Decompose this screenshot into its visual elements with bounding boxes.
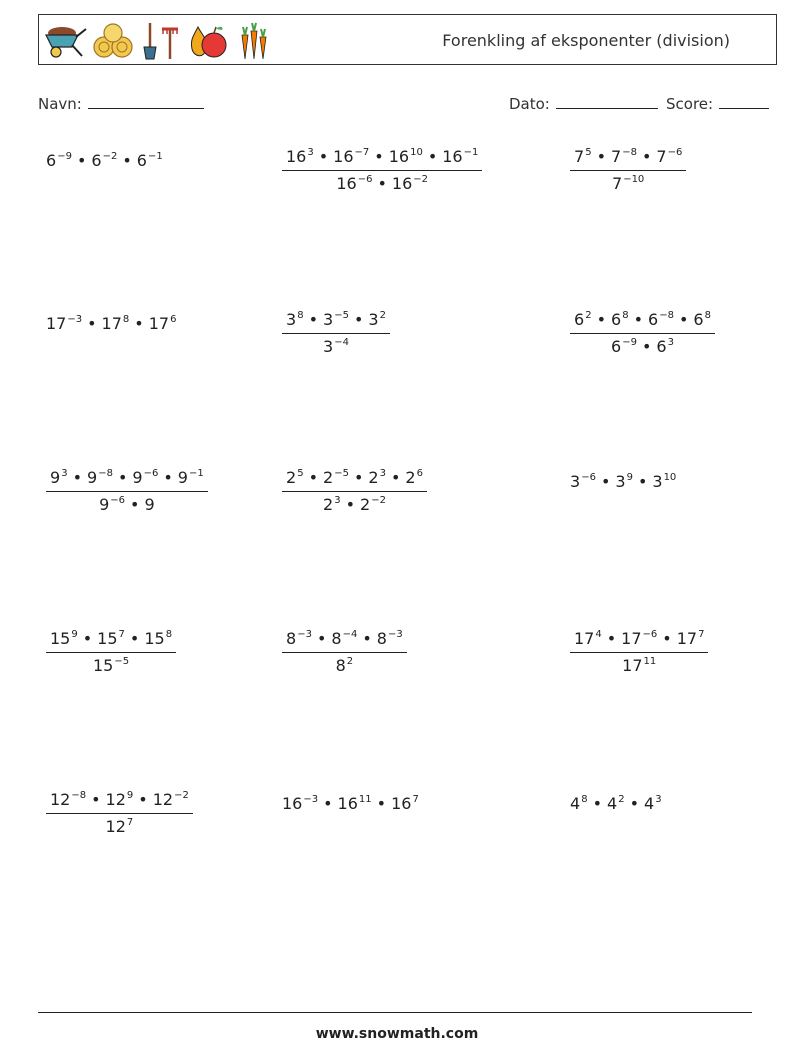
exponent: −6 <box>143 468 159 479</box>
base: 6 <box>91 151 102 170</box>
denominator <box>282 653 407 677</box>
base: 6 <box>611 310 622 329</box>
multiply-dot: • <box>596 310 606 329</box>
fraction <box>46 789 193 838</box>
fraction <box>282 309 390 358</box>
multiply-dot: • <box>82 629 93 648</box>
fraction <box>282 628 407 677</box>
fruits-icon <box>186 21 230 61</box>
exponent: 11 <box>358 794 372 805</box>
exponent: −8 <box>622 147 637 158</box>
base: 2 <box>323 468 334 487</box>
power-term <box>677 629 705 648</box>
denominator <box>46 492 208 516</box>
power-term <box>392 174 428 193</box>
base: 6 <box>648 310 659 329</box>
base: 6 <box>46 151 57 170</box>
exponent: −3 <box>303 794 319 805</box>
power-term <box>99 495 125 514</box>
base: 9 <box>50 468 61 487</box>
denominator <box>570 334 715 358</box>
exponent: −8 <box>71 790 87 801</box>
power-term <box>282 794 318 813</box>
numerator <box>46 467 208 492</box>
multiply-dot: • <box>427 147 438 166</box>
exponent: −5 <box>114 656 130 667</box>
worksheet-header <box>38 14 777 65</box>
exponent: 4 <box>595 629 602 640</box>
problem-5 <box>282 309 390 358</box>
score-blank[interactable] <box>719 92 769 109</box>
base: 3 <box>286 310 297 329</box>
problem-2 <box>282 146 482 195</box>
denominator <box>282 334 390 358</box>
fraction <box>570 146 686 195</box>
base: 17 <box>148 314 170 333</box>
multiply-dot: • <box>376 794 387 813</box>
base: 7 <box>574 147 585 166</box>
fraction <box>282 146 482 195</box>
power-term <box>137 151 163 170</box>
exponent: 8 <box>704 310 711 321</box>
multiply-dot: • <box>377 174 387 193</box>
problem-10 <box>46 628 176 677</box>
power-term <box>391 794 419 813</box>
worksheet-title: Forenkling af eksponenter (division) <box>442 31 730 50</box>
power-term <box>574 310 592 329</box>
power-term <box>338 794 372 813</box>
base: 16 <box>286 147 307 166</box>
exponent: −3 <box>67 314 83 325</box>
power-term <box>652 472 676 491</box>
multiply-dot: • <box>163 468 173 487</box>
base: 17 <box>676 629 698 648</box>
multiply-dot: • <box>606 629 617 648</box>
base: 16 <box>391 174 413 193</box>
power-term <box>50 629 78 648</box>
multiply-dot: • <box>122 151 132 170</box>
base: 9 <box>87 468 98 487</box>
fraction <box>46 467 208 516</box>
power-term <box>323 310 349 329</box>
power-term <box>102 314 130 333</box>
exponent: −8 <box>659 310 674 321</box>
power-term <box>570 472 596 491</box>
base: 16 <box>282 794 303 813</box>
base: 7 <box>612 174 623 193</box>
exponent: 3 <box>334 495 341 506</box>
power-term <box>46 314 82 333</box>
exponent: 8 <box>165 629 173 640</box>
problem-6 <box>570 309 715 358</box>
power-term <box>389 147 423 166</box>
multiply-dot: • <box>633 310 643 329</box>
base: 8 <box>335 656 346 675</box>
multiply-dot: • <box>308 468 318 487</box>
numerator <box>46 789 193 814</box>
base: 16 <box>336 174 357 193</box>
exponent: 2 <box>379 310 386 321</box>
exponent: 2 <box>346 656 354 667</box>
base: 9 <box>132 468 143 487</box>
exponent: −2 <box>371 495 386 506</box>
base: 7 <box>611 147 622 166</box>
exponent: −9 <box>57 151 72 162</box>
exponent: 3 <box>379 468 386 479</box>
base: 12 <box>105 790 126 809</box>
problem-12 <box>570 628 708 677</box>
power-term <box>656 337 674 356</box>
exponent: −3 <box>297 629 312 640</box>
power-term <box>405 468 423 487</box>
denominator <box>570 171 686 195</box>
exponent: 9 <box>126 790 134 801</box>
power-term <box>149 314 177 333</box>
multiply-dot: • <box>138 790 148 809</box>
multiply-dot: • <box>76 151 87 170</box>
denominator <box>46 653 176 677</box>
power-term <box>611 310 629 329</box>
base: 6 <box>136 151 147 170</box>
power-term <box>153 790 189 809</box>
problem-9 <box>570 471 676 493</box>
base: 9 <box>144 495 155 514</box>
power-term <box>336 174 372 193</box>
power-term <box>286 310 304 329</box>
power-term <box>656 147 682 166</box>
base: 3 <box>368 310 379 329</box>
base: 17 <box>574 629 595 648</box>
power-term <box>286 147 314 166</box>
numerator <box>282 467 427 492</box>
exponent: 7 <box>118 629 125 640</box>
footer-url: www.snowmath.com <box>315 1026 479 1042</box>
multiply-dot: • <box>129 629 140 648</box>
power-term <box>622 656 656 675</box>
exponent: −2 <box>102 151 118 162</box>
power-term <box>612 174 644 193</box>
power-term <box>50 468 68 487</box>
base: 4 <box>644 794 655 813</box>
exponent: −7 <box>354 147 370 158</box>
name-field <box>38 92 204 113</box>
header-icons <box>42 19 274 63</box>
power-term <box>570 794 588 813</box>
base: 8 <box>376 629 387 648</box>
base: 16 <box>442 147 463 166</box>
exponent: 8 <box>297 310 304 321</box>
exponent: 5 <box>585 147 592 158</box>
base: 12 <box>50 790 71 809</box>
exponent: 7 <box>412 794 419 805</box>
problem-11 <box>282 628 407 677</box>
exponent: −8 <box>98 468 113 479</box>
power-term <box>46 151 72 170</box>
exponent: 9 <box>626 472 633 483</box>
exponent: 11 <box>643 656 657 667</box>
exponent: 5 <box>297 468 304 479</box>
multiply-dot: • <box>87 314 97 333</box>
power-term <box>574 629 602 648</box>
multiply-dot: • <box>362 629 372 648</box>
problem-7 <box>46 467 208 516</box>
base: 3 <box>570 472 581 491</box>
power-term <box>607 794 625 813</box>
multiply-dot: • <box>323 794 333 813</box>
power-term <box>50 790 86 809</box>
numerator <box>282 628 407 653</box>
numerator <box>282 309 390 334</box>
exponent: 3 <box>667 337 674 348</box>
base: 16 <box>391 794 412 813</box>
multiply-dot: • <box>629 794 639 813</box>
power-term <box>331 629 357 648</box>
exponent: −1 <box>188 468 204 479</box>
power-term <box>336 656 354 675</box>
date-field <box>509 92 658 113</box>
power-term <box>178 468 204 487</box>
base: 3 <box>323 337 334 356</box>
power-term <box>144 495 154 514</box>
power-term <box>693 310 711 329</box>
exponent: −4 <box>342 629 358 640</box>
base: 17 <box>101 314 122 333</box>
exponent: 6 <box>170 314 177 325</box>
carrots-icon <box>234 21 274 61</box>
power-term <box>106 817 134 836</box>
problem-3 <box>570 146 686 195</box>
score-field <box>666 92 769 113</box>
multiply-dot: • <box>91 790 101 809</box>
power-term <box>333 147 369 166</box>
exponent: −10 <box>623 174 645 185</box>
power-term <box>574 147 592 166</box>
base: 16 <box>388 147 410 166</box>
base: 15 <box>92 656 114 675</box>
expression <box>282 793 419 815</box>
problem-8 <box>282 467 427 516</box>
problem-15 <box>570 793 662 815</box>
fraction <box>282 467 427 516</box>
base: 6 <box>656 337 667 356</box>
score-label: Score: <box>666 95 714 113</box>
base: 3 <box>615 472 626 491</box>
denominator <box>282 171 482 195</box>
power-term <box>442 147 478 166</box>
base: 4 <box>570 794 581 813</box>
exponent: −3 <box>387 629 403 640</box>
fraction <box>46 628 176 677</box>
multiply-dot: • <box>308 310 318 329</box>
power-term <box>611 147 637 166</box>
base: 17 <box>622 656 643 675</box>
base: 8 <box>331 629 342 648</box>
power-term <box>648 310 674 329</box>
base: 9 <box>99 495 110 514</box>
exponent: 8 <box>622 310 629 321</box>
power-term <box>323 468 349 487</box>
base: 6 <box>574 310 585 329</box>
power-term <box>377 629 403 648</box>
exponent: −2 <box>174 790 189 801</box>
base: 17 <box>46 314 67 333</box>
exponent: 7 <box>126 817 134 828</box>
multiply-dot: • <box>374 147 384 166</box>
multiply-dot: • <box>641 337 652 356</box>
multiply-dot: • <box>662 629 672 648</box>
multiply-dot: • <box>318 147 329 166</box>
power-term <box>97 629 125 648</box>
exponent: 3 <box>307 147 314 158</box>
multiply-dot: • <box>600 472 611 491</box>
power-term <box>368 468 386 487</box>
base: 17 <box>621 629 642 648</box>
fraction <box>570 628 708 677</box>
multiply-dot: • <box>353 468 364 487</box>
base: 2 <box>368 468 379 487</box>
multiply-dot: • <box>72 468 82 487</box>
base: 2 <box>286 468 297 487</box>
exponent: −6 <box>110 495 125 506</box>
base: 15 <box>97 629 118 648</box>
problem-4 <box>46 313 176 335</box>
power-term <box>91 151 117 170</box>
base: 15 <box>144 629 165 648</box>
power-term <box>144 629 172 648</box>
date-label: Dato: <box>509 95 550 113</box>
expression <box>46 150 163 172</box>
exponent: 10 <box>410 147 423 158</box>
exponent: 8 <box>122 314 130 325</box>
exponent: 2 <box>585 310 592 321</box>
multiply-dot: • <box>134 314 144 333</box>
multiply-dot: • <box>678 310 689 329</box>
base: 6 <box>693 310 704 329</box>
exponent: 7 <box>698 629 705 640</box>
name-label: Navn: <box>38 95 82 113</box>
garden-tools-icon <box>138 21 182 61</box>
numerator <box>570 309 715 334</box>
problem-13 <box>46 789 193 838</box>
exponent: −6 <box>581 472 596 483</box>
numerator <box>570 628 708 653</box>
multiply-dot: • <box>592 794 602 813</box>
base: 16 <box>333 147 354 166</box>
multiply-dot: • <box>117 468 128 487</box>
exponent: 8 <box>581 794 588 805</box>
footer-divider <box>38 1012 752 1013</box>
exponent: 3 <box>61 468 68 479</box>
base: 15 <box>50 629 71 648</box>
power-term <box>106 790 134 809</box>
exponent: −1 <box>463 147 479 158</box>
exponent: 3 <box>655 794 662 805</box>
hay-bales-icon <box>92 21 134 61</box>
problem-14 <box>282 793 419 815</box>
base: 2 <box>405 468 416 487</box>
power-term <box>611 337 637 356</box>
multiply-dot: • <box>130 495 140 514</box>
exponent: −6 <box>642 629 658 640</box>
power-term <box>93 656 129 675</box>
base: 6 <box>611 337 622 356</box>
power-term <box>286 468 304 487</box>
denominator <box>46 814 193 838</box>
exponent: −4 <box>334 337 349 348</box>
exponent: 9 <box>71 629 78 640</box>
exponent: −6 <box>667 147 683 158</box>
base: 3 <box>652 472 663 491</box>
power-term <box>368 310 386 329</box>
base: 12 <box>105 817 126 836</box>
exponent: −2 <box>413 174 428 185</box>
base: 7 <box>656 147 667 166</box>
base: 2 <box>360 495 371 514</box>
denominator <box>570 653 708 677</box>
power-term <box>323 337 349 356</box>
multiply-dot: • <box>596 147 606 166</box>
exponent: −5 <box>334 468 349 479</box>
base: 3 <box>323 310 334 329</box>
multiply-dot: • <box>390 468 401 487</box>
numerator <box>282 146 482 171</box>
power-term <box>286 629 312 648</box>
power-term <box>621 629 657 648</box>
multiply-dot: • <box>316 629 327 648</box>
expression <box>570 471 676 493</box>
name-blank[interactable] <box>88 92 204 109</box>
exponent: 10 <box>663 472 677 483</box>
fraction <box>570 309 715 358</box>
power-term <box>360 495 386 514</box>
expression <box>46 313 176 335</box>
multiply-dot: • <box>637 472 648 491</box>
base: 9 <box>177 468 188 487</box>
numerator <box>46 628 176 653</box>
exponent: 2 <box>618 794 625 805</box>
base: 12 <box>152 790 174 809</box>
power-term <box>87 468 113 487</box>
wheelbarrow-icon <box>42 21 88 61</box>
expression <box>570 793 662 815</box>
power-term <box>323 495 341 514</box>
exponent: 6 <box>416 468 423 479</box>
numerator <box>570 146 686 171</box>
date-blank[interactable] <box>556 92 658 109</box>
power-term <box>132 468 158 487</box>
exponent: −5 <box>334 310 349 321</box>
power-term <box>644 794 662 813</box>
power-term <box>615 472 633 491</box>
base: 4 <box>607 794 618 813</box>
multiply-dot: • <box>641 147 652 166</box>
base: 2 <box>323 495 334 514</box>
denominator <box>282 492 427 516</box>
multiply-dot: • <box>345 495 355 514</box>
base: 16 <box>337 794 358 813</box>
exponent: −9 <box>622 337 637 348</box>
multiply-dot: • <box>353 310 364 329</box>
exponent: −6 <box>357 174 373 185</box>
exponent: −1 <box>147 151 163 162</box>
problem-1 <box>46 150 163 172</box>
base: 8 <box>286 629 297 648</box>
